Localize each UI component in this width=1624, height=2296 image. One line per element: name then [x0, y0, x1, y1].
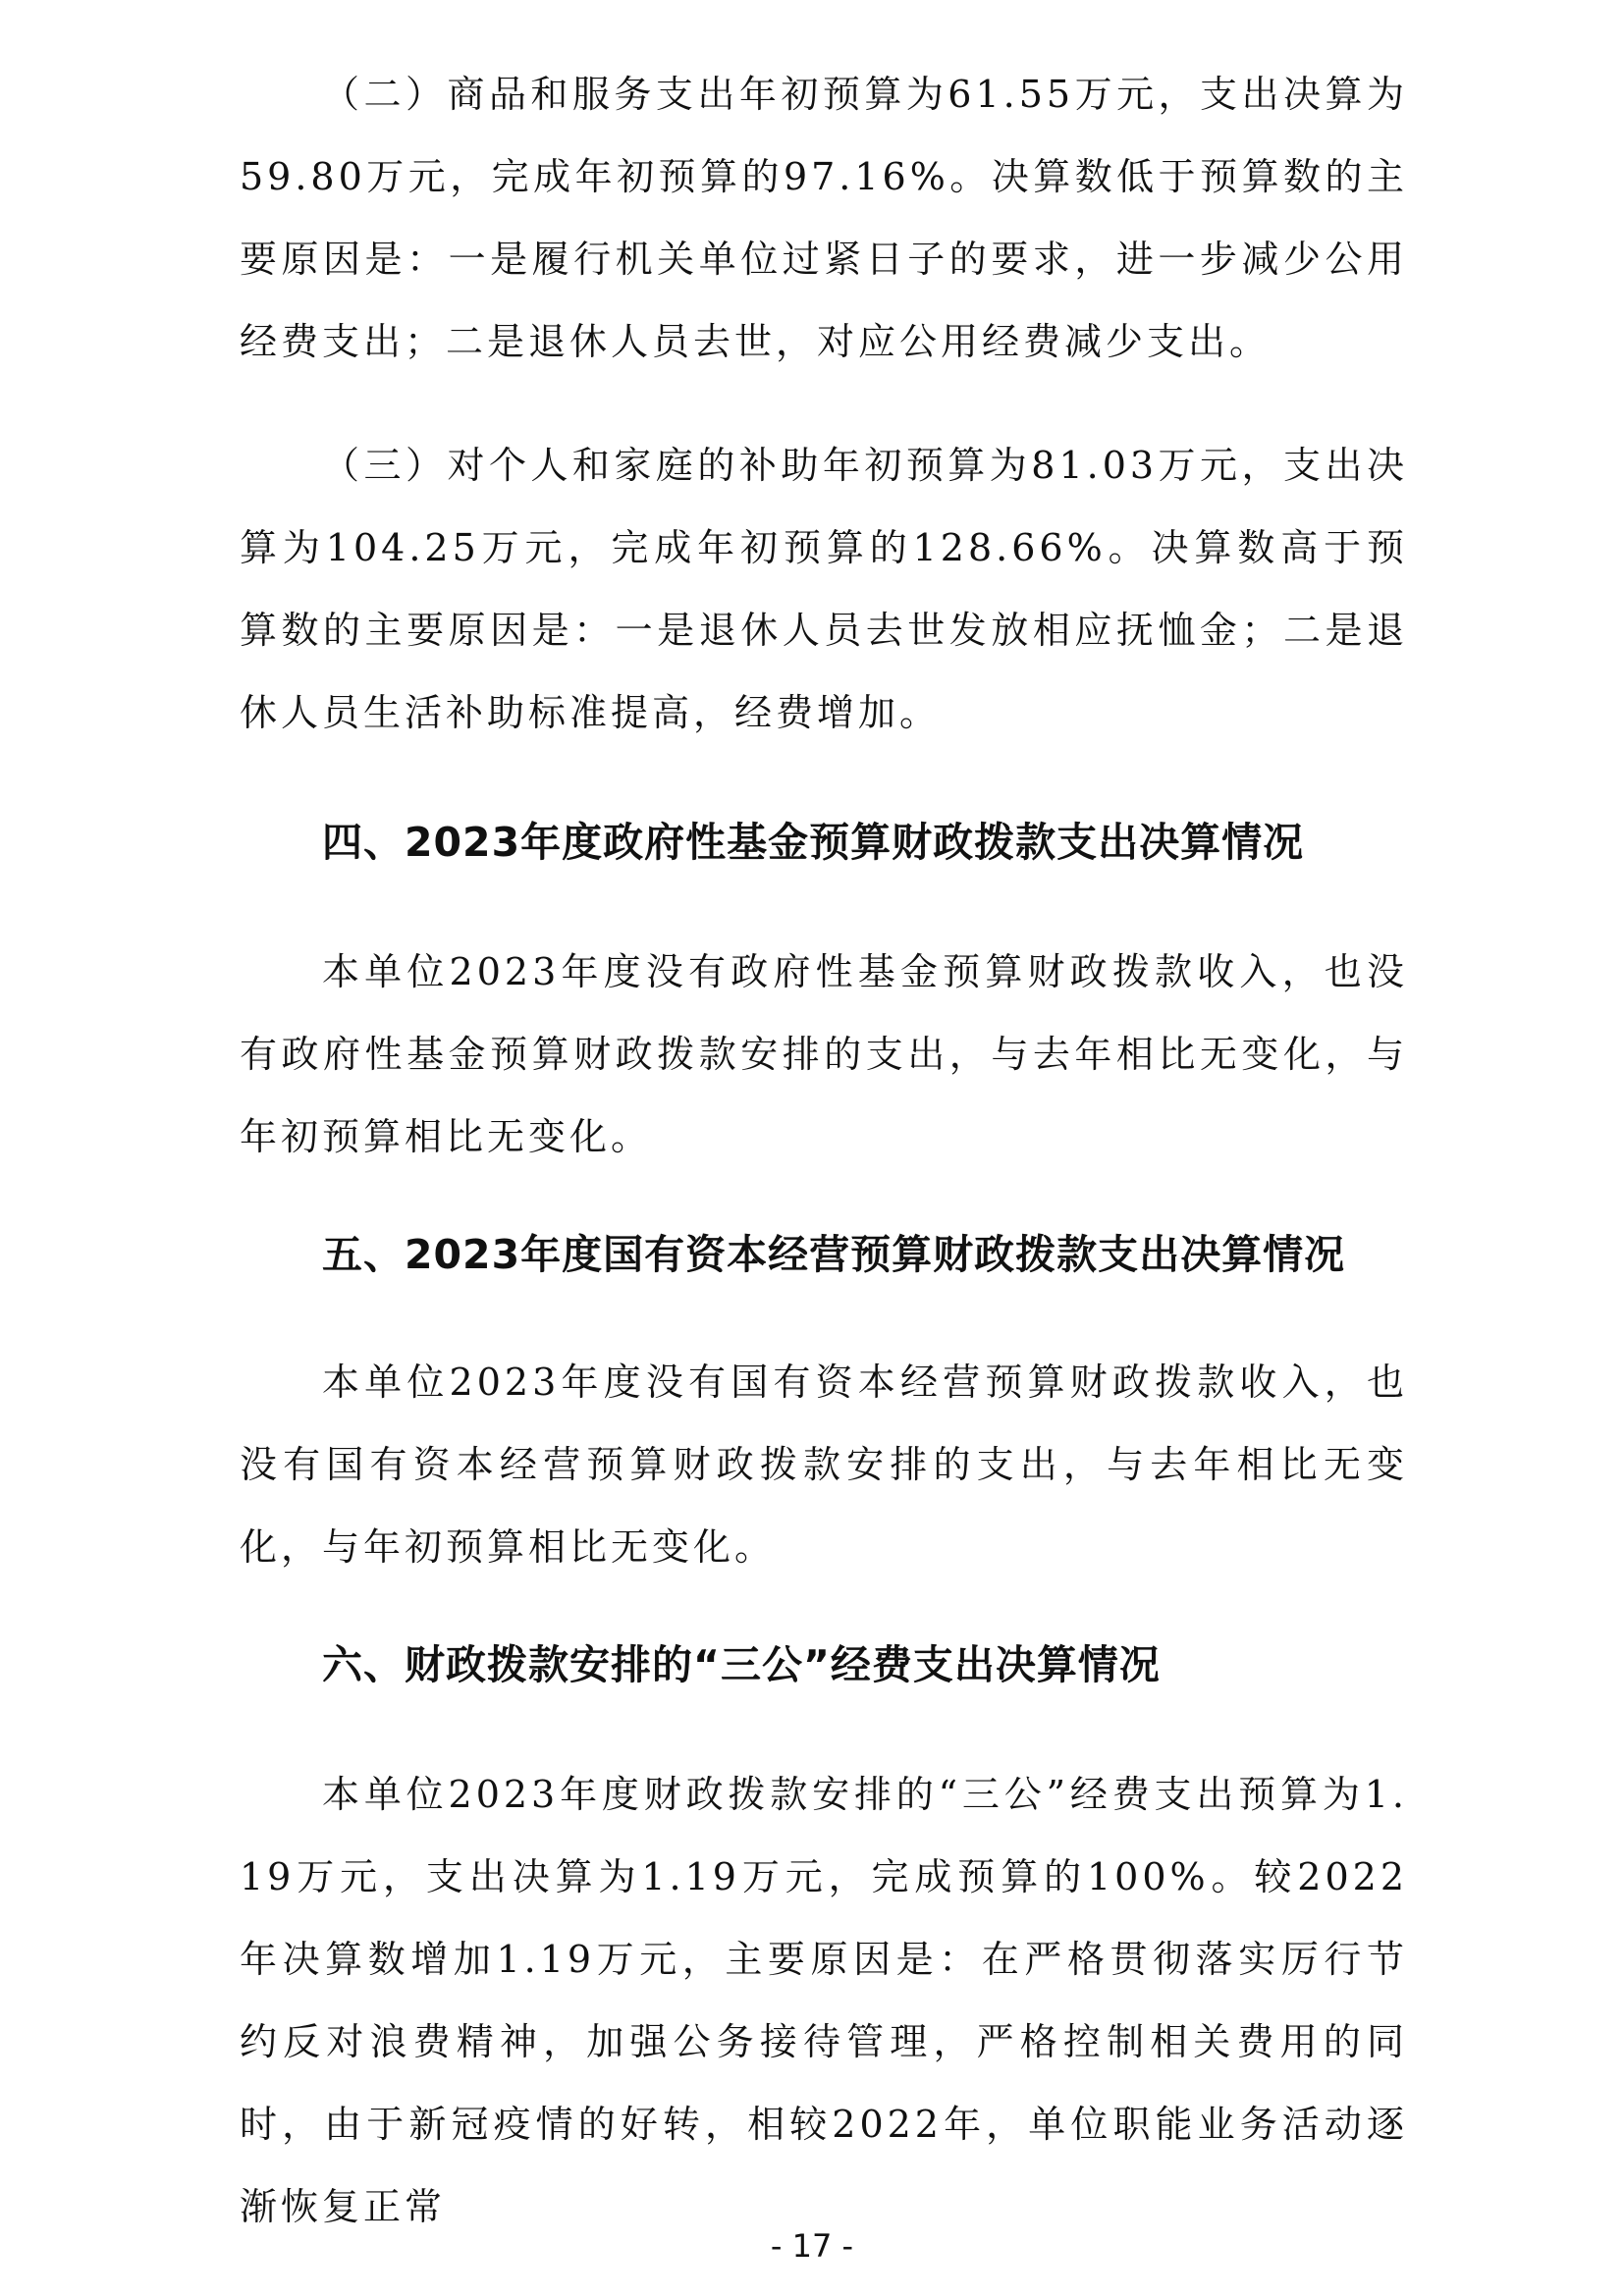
paragraph-three-public-expenses: 本单位2023年度财政拨款安排的“三公”经费支出预算为1.19万元，支出决算为1.19万元，完成预算的100%。较2022年决算数增加1.19万元，主要原因是：在严格贯彻落实厉行节约反对浪费精神，加强公务接待管理，严格控制相关费用的同时，由于新冠疫情的好转，相较2022年，单位职能业务活动逐渐恢复正常: [240, 1773, 1408, 2228]
page-number: - 17 -: [770, 2227, 854, 2265]
section-heading-three-public-expenses: 六、财政拨款安排的“三公”经费支出决算情况: [322, 1641, 1161, 1688]
section-heading-government-fund-budget: 四、2023年度政府性基金预算财政拨款支出决算情况: [322, 819, 1305, 866]
paragraph-government-fund-budget: 本单位2023年度没有政府性基金预算财政拨款收入，也没有政府性基金预算财政拨款安排的支出，与去年相比无变化，与年初预算相比无变化。: [240, 950, 1408, 1158]
paragraph-state-capital-budget: 本单位2023年度没有国有资本经营预算财政拨款收入，也没有国有资本经营预算财政拨款安排的支出，与去年相比无变化，与年初预算相比无变化。: [240, 1361, 1408, 1569]
paragraph-goods-services-expenditure: （二）商品和服务支出年初预算为61.55万元，支出决算为59.80万元，完成年初预算的97.16%。决算数低于预算数的主要原因是：一是履行机关单位过紧日子的要求，进一步减少公用经费支出；二是退休人员去世，对应公用经费减少支出。: [240, 73, 1408, 363]
paragraph-personal-family-subsidy: （三）对个人和家庭的补助年初预算为81.03万元，支出决算为104.25万元，完成年初预算的128.66%。决算数高于预算数的主要原因是：一是退休人员去世发放相应抚恤金；二是退休人员生活补助标准提高，经费增加。: [240, 444, 1408, 734]
section-heading-state-capital-budget: 五、2023年度国有资本经营预算财政拨款支出决算情况: [322, 1231, 1346, 1278]
